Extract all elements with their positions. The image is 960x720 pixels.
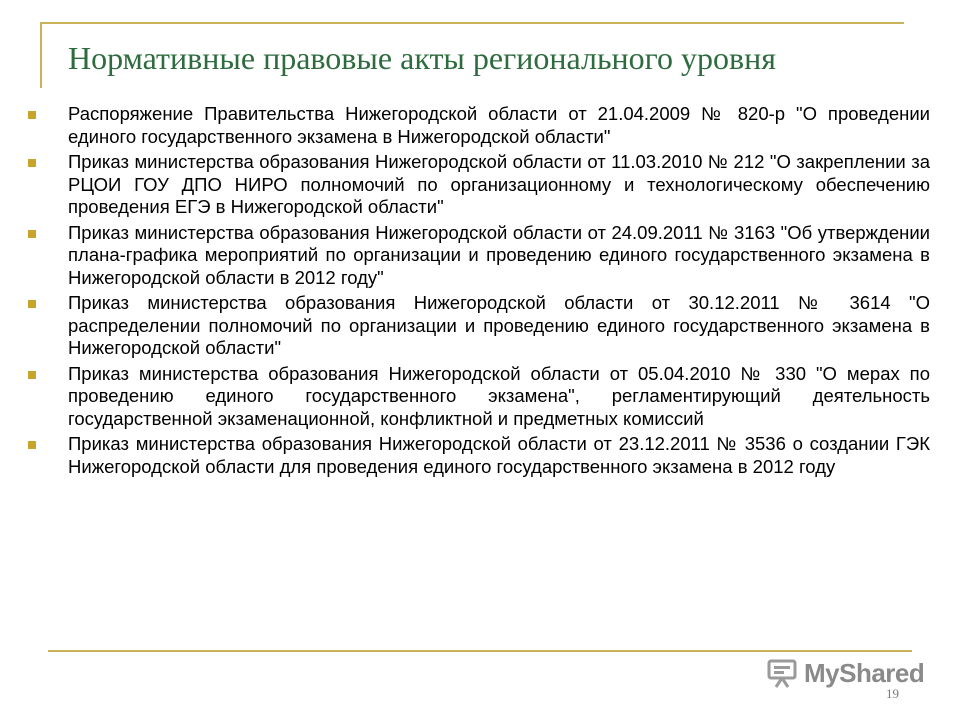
square-bullet-icon [28, 111, 36, 119]
list-item-text: Приказ министерства образования Нижегородской области от 11.03.2010 № 212 "О закреплении за РЦОИ ГОУ ДПО НИРО полномочий по организационному и технологическому обеспечению проведения ЕГЭ в Нижегородской области" [68, 151, 930, 217]
frame-top-line [40, 22, 904, 24]
frame-left-line [40, 22, 42, 88]
list-item [28, 363, 930, 431]
list-item [28, 151, 930, 219]
square-bullet-icon [28, 159, 36, 167]
list-item-text: Приказ министерства образования Нижегородской области от 05.04.2010 № 330 "О мерах по проведению единого государственного экзамена", регламентирующий деятельность государственной экзаменационной, конфликтной и предметных комиссий [68, 362, 930, 429]
watermark-text: MyShared [804, 657, 925, 688]
square-bullet-icon [28, 230, 36, 238]
myshared-watermark [766, 655, 924, 691]
list-item-text: Приказ министерства образования Нижегородской области от 23.12.2011 № 3536 о создании ГЭК Нижегородской области для проведения единого государственного экзамена в 2012 году [68, 433, 930, 477]
square-bullet-icon [28, 300, 36, 308]
list-item [28, 433, 930, 478]
square-bullet-icon [28, 371, 36, 379]
frame-bottom-line [48, 650, 912, 652]
list-item [28, 222, 930, 290]
list-item [28, 103, 930, 148]
list-item-text: Распоряжение Правительства Нижегородской области от 21.04.2009 № 820-р "О проведении единого государственного экзамена в Нижегородской области" [68, 103, 930, 147]
list-item-text: Приказ министерства образования Нижегородской области от 30.12.2011 № 3614 "О распределении полномочий по организации и проведению единого государственного экзамена в Нижегородской области" [68, 292, 930, 358]
presentation-board-icon [766, 657, 798, 689]
list-item-text: Приказ министерства образования Нижегородской области от 24.09.2011 № 3163 "Об утверждении плана-графика мероприятий по организации и проведению единого государственного экзамена в Нижегородской области в 2012 году" [68, 221, 930, 288]
list-item [28, 292, 930, 360]
square-bullet-icon [28, 441, 36, 449]
bullet-list [28, 103, 930, 481]
slide-title: Нормативные правовые акты регионального уровня [68, 40, 776, 76]
page-number: 19 [886, 686, 899, 701]
